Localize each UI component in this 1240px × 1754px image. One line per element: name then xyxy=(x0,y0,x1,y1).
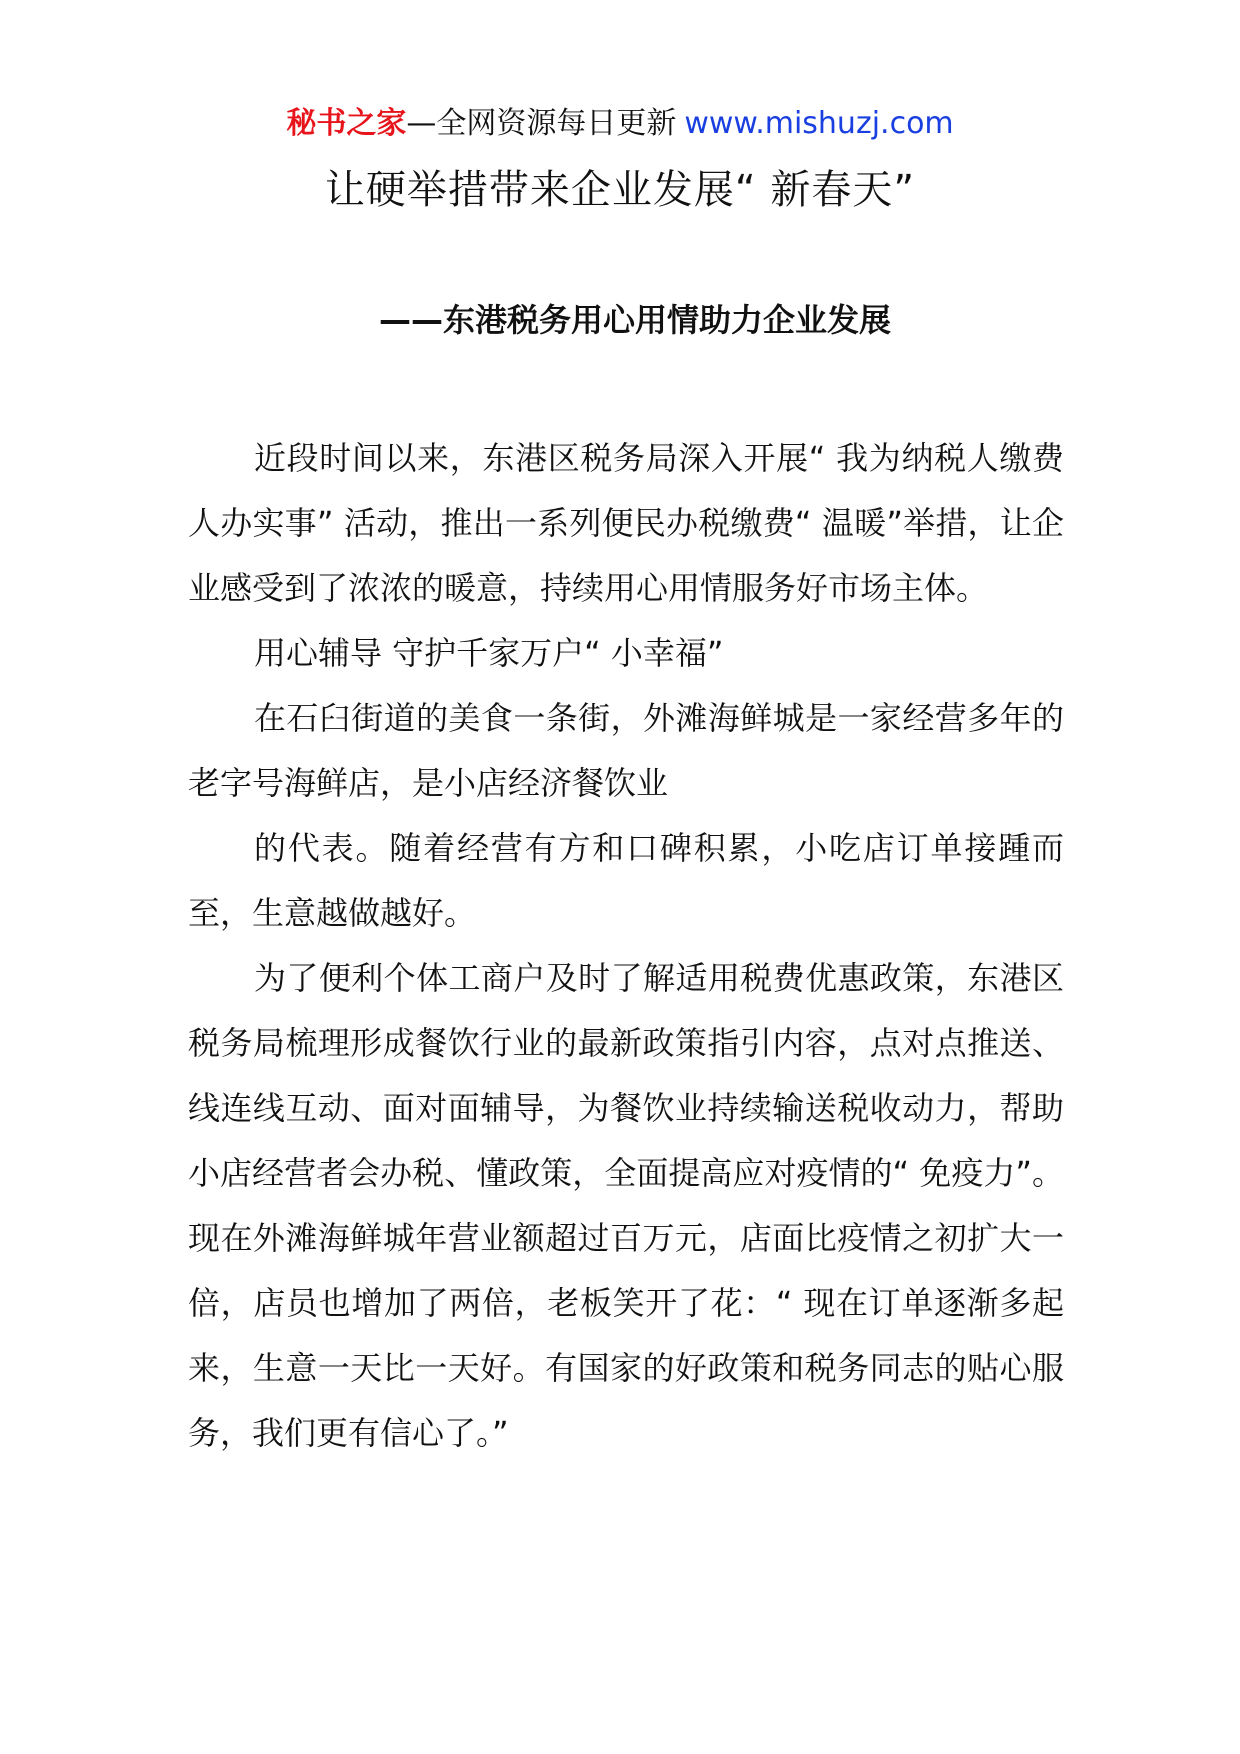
document-title: 让硬举措带来企业发展“ 新春天” xyxy=(324,167,916,213)
watermark-slogan: —全网资源每日更新 xyxy=(406,106,677,141)
watermark-brand: 秘书之家 xyxy=(286,106,407,141)
section-heading: 用心辅导 守护千家万户“ 小幸福” xyxy=(254,634,724,672)
body-paragraph: 近段时间以来，东港区税务局深入开展“ 我为纳税人缴费人办实事” 活动，推出一系列便民办税缴费“ 温暖”举措，让企业感受到了浓浓的暖意，持续用心用情服务好市场主体。 xyxy=(188,439,1064,607)
site-watermark-header xyxy=(0,104,1240,144)
body-paragraph: 的代表。随着经营有方和口碑积累，小吃店订单接踵而至，生意越做越好。 xyxy=(188,829,1064,932)
body-paragraph: 在石臼街道的美食一条街，外滩海鲜城是一家经营多年的老字号海鲜店，是小店经济餐饮业 xyxy=(188,699,1064,802)
body-paragraph: 为了便利个体工商户及时了解适用税费优惠政策，东港区税务局梳理形成餐饮行业的最新政策指引内容，点对点推送、线连线互动、面对面辅导，为餐饮业持续输送税收动力，帮助小店经营者会办税、懂政策，全面提高应对疫情的“ 免疫力”。现在外滩海鲜城年营业额超过百万元，店面比疫情之初扩大一倍，店员也增加了两倍，老板笑开了花：“ 现在订单逐渐多起来，生意一天比一天好。有国家的好政策和税务同志的贴心服务，我们更有信心了。” xyxy=(188,959,1064,1452)
document-body xyxy=(188,426,1064,1466)
watermark-url: www.mishuzj.com xyxy=(684,106,954,141)
document-subtitle: ——东港税务用心用情助力企业发展 xyxy=(378,301,891,339)
